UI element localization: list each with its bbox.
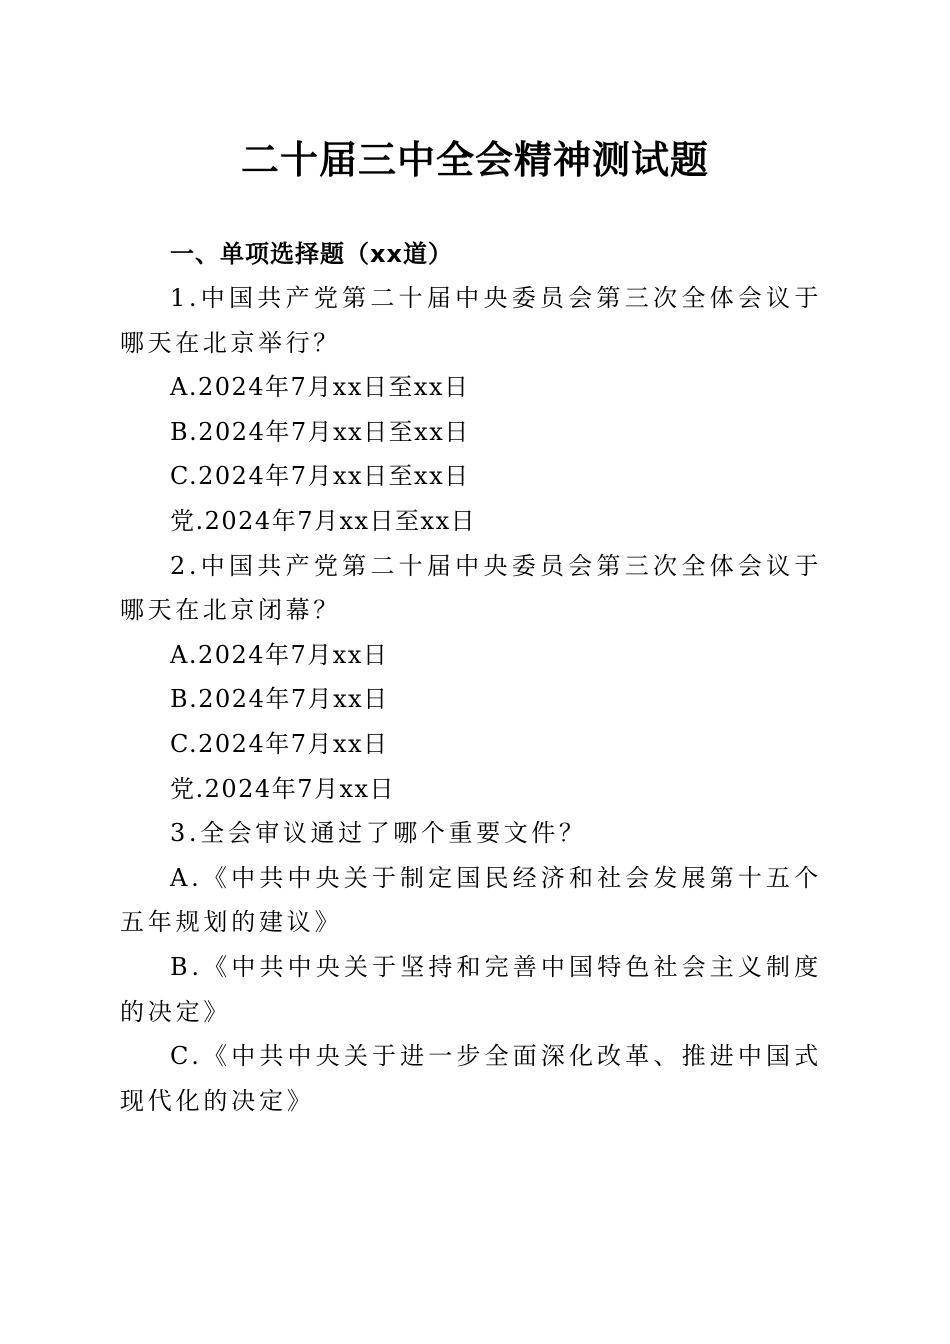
question-3 (120, 811, 822, 1123)
question-1 (120, 276, 822, 544)
option-b: B.2024年7月xx日至xx日 (170, 417, 470, 446)
option-a: A.2024年7月xx日至xx日 (170, 373, 470, 402)
question-text: 2.中国共产党第二十届中央委员会第三次全体会议于哪天在北京闭幕？ (120, 551, 822, 625)
option-b: B.《中共中央关于坚持和完善中国特色社会主义制度的决定》 (120, 952, 822, 1026)
option-c: C.《中共中央关于进一步全面深化改革、推进中国式现代化的决定》 (120, 1042, 822, 1115)
option-c: C.2024年7月xx日至xx日 (170, 462, 470, 491)
section-heading: 一、单项选择题（xx道） (170, 240, 453, 268)
document-title: 二十届三中全会精神测试题 (240, 137, 709, 182)
option-c: C.2024年7月xx日 (170, 729, 389, 758)
option-d: 党.2024年7月xx日至xx日 (170, 506, 477, 535)
option-a: A.2024年7月xx日 (170, 640, 389, 669)
option-b: B.2024年7月xx日 (170, 685, 389, 714)
question-2 (120, 544, 822, 812)
question-text: 3.全会审议通过了哪个重要文件？ (170, 819, 587, 848)
option-a: A.《中共中央关于制定国民经济和社会发展第十五个五年规划的建议》 (120, 863, 822, 937)
document-body (120, 232, 822, 1123)
question-text: 1.中国共产党第二十届中央委员会第三次全体会议于哪天在北京举行？ (120, 284, 822, 357)
option-d: 党.2024年7月xx日 (170, 774, 396, 803)
